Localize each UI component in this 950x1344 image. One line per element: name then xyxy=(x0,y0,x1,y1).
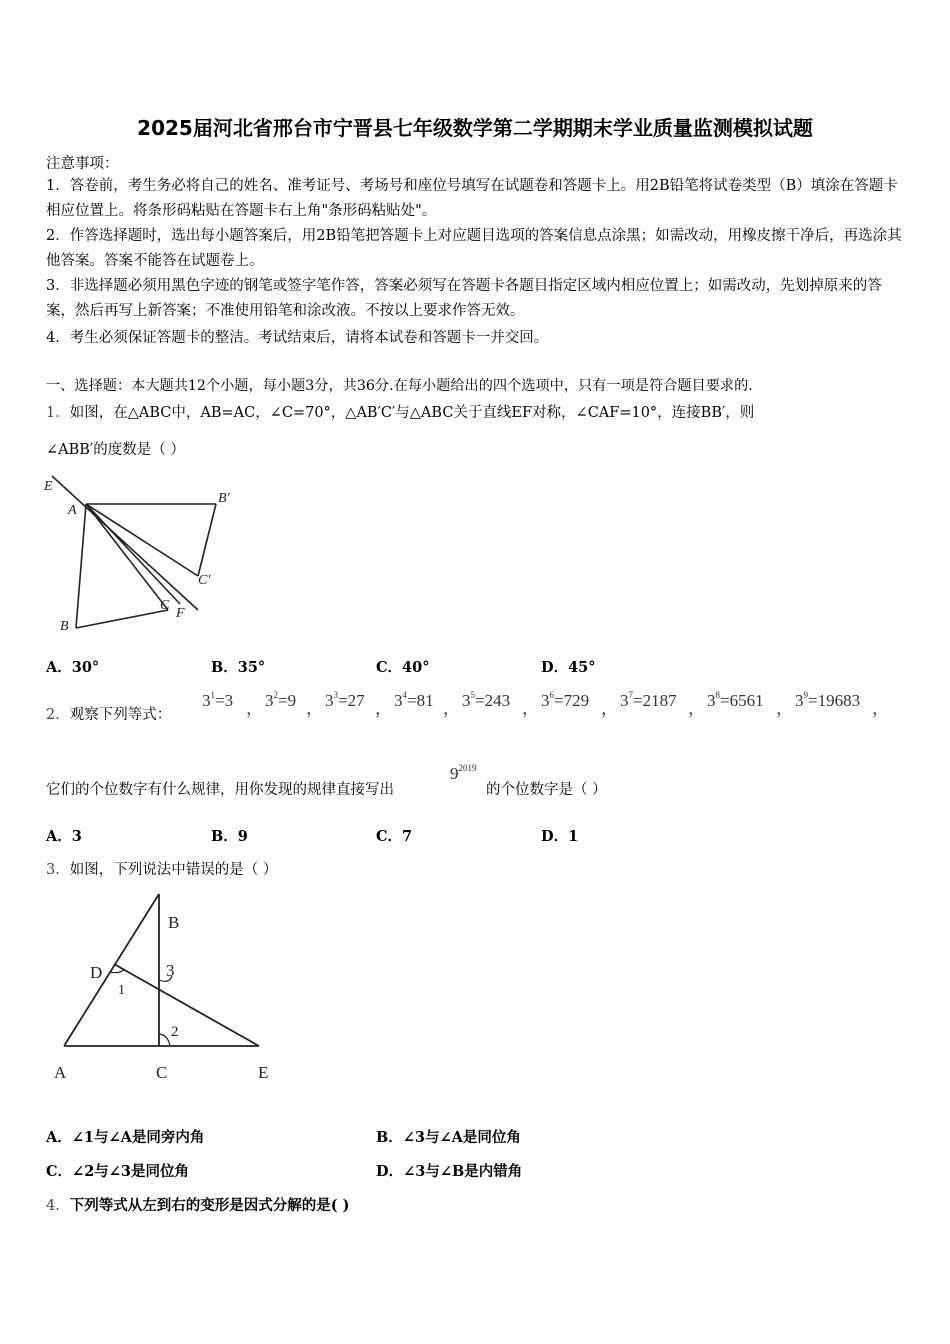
label-c-prime: C′ xyxy=(198,573,211,588)
q2-option-a[interactable]: A．3 xyxy=(46,828,82,845)
q3-stem-text: 如图，下列说法中错误的是（ ） xyxy=(69,862,278,878)
notice-item-2: 2．作答选择题时，选出每小题答案后，用2B铅笔把答题卡上对应题目选项的答案信息点涂黑；如需改动，用橡皮擦干净后，再选涂其他答案。答案不能答在试题卷上。 xyxy=(46,228,902,269)
notice-heading: 注意事项： xyxy=(46,156,119,172)
sep: ， xyxy=(872,699,889,718)
label-angle-3: 3 xyxy=(166,961,175,980)
line-ef xyxy=(52,476,198,610)
q3-option-d[interactable]: D．∠3与∠B是内错角 xyxy=(376,1163,523,1180)
q1-option-c[interactable]: C．40° xyxy=(376,659,430,676)
label-a: A xyxy=(68,503,77,518)
segment-ab xyxy=(64,894,159,1046)
q2-option-b[interactable]: B．9 xyxy=(211,828,248,845)
section-heading: 一、选择题：本大题共12个小题，每小题3分，共36分.在每小题给出的四个选项中，只有一项是符合题目要求的. xyxy=(46,378,753,394)
q1-line2: ∠ABB′的度数是（ ） xyxy=(46,442,185,458)
notice-item-4: 4．考生必须保证答题卡的整洁。考试结束后，请将本试卷和答题卡一并交回。 xyxy=(46,330,549,346)
q2-line2-post: 的个位数字是（ ） xyxy=(486,782,607,798)
segment-de xyxy=(114,964,259,1046)
sep: ， xyxy=(306,699,323,718)
q3-option-c[interactable]: C．∠2与∠3是同位角 xyxy=(46,1163,190,1180)
power-3-1: $3^1=3$ xyxy=(202,690,234,710)
label-e: E xyxy=(258,1063,269,1082)
q4-stem-text: 下列等式从左到右的变形是因式分解的是( ) xyxy=(69,1197,350,1214)
q1-option-d[interactable]: D．45° xyxy=(541,659,596,676)
q3-figure xyxy=(44,888,284,1088)
q3-option-a[interactable]: A．∠1与∠A是同旁内角 xyxy=(46,1129,205,1146)
segment-b-prime-c-prime xyxy=(198,504,216,576)
q2-expression: $9^{2019}$ xyxy=(450,763,477,783)
q1-option-b[interactable]: B．35° xyxy=(211,659,266,676)
label-angle-1: 1 xyxy=(118,983,125,998)
notice-item-3: 3．非选择题必须用黑色字迹的钢笔或签字笔作答，答案必须写在答题卡各题目指定区域内相应位置上；如需改动，先划掉原来的答案，然后再写上新答案；不准使用铅笔和涂改液。不按以上要求作答无效。 xyxy=(46,278,882,319)
label-f: F xyxy=(176,606,185,621)
label-a: A xyxy=(54,1063,67,1082)
power-3-8: $3^8=6561$ xyxy=(707,690,764,710)
q3-stem xyxy=(46,858,277,879)
page-title: 2025届河北省邢台市宁晋县七年级数学第二学期期末学业质量监测模拟试题 xyxy=(137,116,813,140)
segment-bc xyxy=(76,610,168,628)
q2-stem-text: 观察下列等式： xyxy=(69,707,172,723)
sep: ， xyxy=(601,699,618,718)
q3-number: 3． xyxy=(46,862,70,878)
q4-number: 4． xyxy=(46,1198,70,1214)
sep: ， xyxy=(688,699,705,718)
label-c: C xyxy=(156,1063,168,1082)
sep: ， xyxy=(246,699,263,718)
segment-ac-prime xyxy=(86,504,198,576)
q4-stem xyxy=(46,1194,350,1215)
angle-2-arc xyxy=(159,1034,170,1046)
q3-option-b[interactable]: B．∠3与∠A是同位角 xyxy=(376,1129,521,1146)
power-3-5: $3^5=243$ xyxy=(462,690,511,710)
q2-stem xyxy=(46,703,171,724)
notice-item-1: 1．答卷前，考生务必将自己的姓名、准考证号、考场号和座位号填写在试题卷和答题卡上。用2B铅笔将试卷类型（B）填涂在答题卡相应位置上。将条形码粘贴在答题卡右上角"条形码粘贴处"。 xyxy=(46,178,898,219)
label-c: C xyxy=(160,598,170,613)
label-b: B xyxy=(60,619,69,634)
q1-option-a[interactable]: A．30° xyxy=(46,659,100,676)
q1-line1: 如图，在△ABC中，AB=AC，∠C=70°，△AB′C′与△ABC关于直线EF对称，∠CAF=10°，连接BB′，则 xyxy=(69,405,755,421)
sep: ， xyxy=(522,699,539,718)
label-b-prime: B′ xyxy=(218,491,230,506)
sep: ， xyxy=(375,699,392,718)
power-3-4: $3^4=81$ xyxy=(394,690,434,710)
q1-figure xyxy=(40,470,250,640)
power-3-2: $3^2=9$ xyxy=(265,690,297,710)
q2-line2-pre: 它们的个位数字有什么规律，用你发现的规律直接写出 xyxy=(46,782,394,798)
label-e: E xyxy=(44,479,53,494)
segment-ac xyxy=(86,504,168,610)
q2-number: 2． xyxy=(46,707,70,723)
label-d: D xyxy=(90,963,103,982)
segment-af xyxy=(86,504,180,604)
segment-ab xyxy=(76,504,86,628)
q1-number: 1． xyxy=(46,405,70,421)
power-3-6: $3^6=729$ xyxy=(541,690,590,710)
q2-option-d[interactable]: D．1 xyxy=(541,828,579,845)
q1-stem xyxy=(46,401,754,422)
q2-option-c[interactable]: C．7 xyxy=(376,828,413,845)
sep: ， xyxy=(443,699,460,718)
power-3-3: $3^3=27$ xyxy=(325,690,365,710)
power-3-9: $3^9=19683$ xyxy=(795,690,861,710)
sep: ， xyxy=(776,699,793,718)
power-3-7: $3^7=2187$ xyxy=(620,690,677,710)
label-angle-2: 2 xyxy=(171,1024,179,1040)
label-b: B xyxy=(168,913,180,932)
